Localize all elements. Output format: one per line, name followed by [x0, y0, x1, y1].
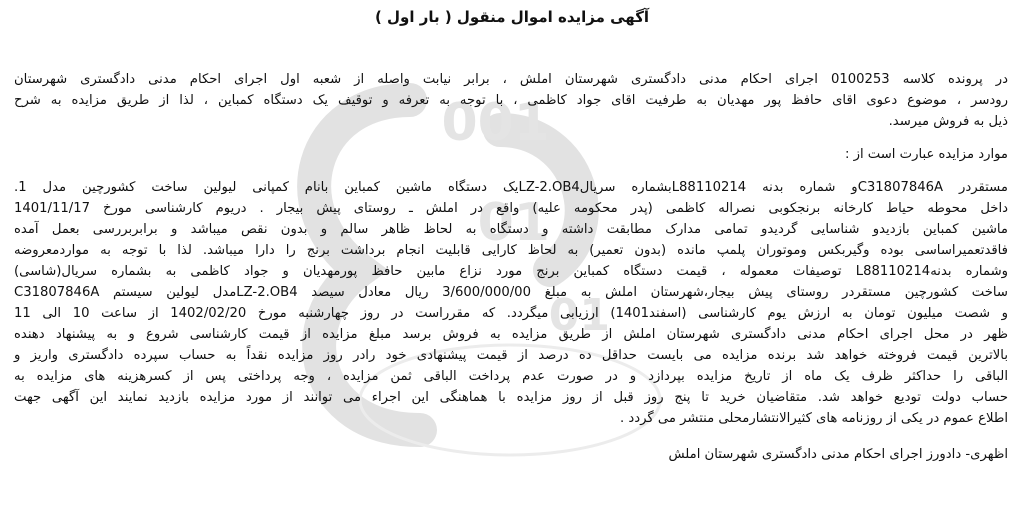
items-heading: موارد مزایده عبارت است از :: [844, 147, 1008, 162]
body-line: فاقدتعمیراساسی بوده وگیربکس وموتوران پلمپ مانده (بدون تعمیر) به لحاظ کارایی قابلیت انجام برداشت برنج را دارا میباشد. لذا با توجه به مواردمعروضه: [14, 243, 1008, 258]
body-line: ظهر در محل اجرای احکام مدنی دادگستری شهرستان املش از طریق مزایده به فروش برسد مبلغ مزایده از قیمت کارشناسی شروع و به پیشنهاد دهنده: [14, 327, 1008, 342]
body-line: وشماره بدنهL88110214 توصیفات معموله ، قیمت دستگاه کمباین برنج مورد نزاع مابین حافظ پورمهدیان و جواد کاظمی به بشماره سریال(شاسی): [14, 264, 1008, 279]
body-line: اطلاع عموم در یکی از روزنامه های کثیرالانتشارمحلی منتشر می گردد .: [620, 411, 1008, 426]
body-line: و شصت میلیون تومان به ارزش یوم کارشناسی (اسفند1401) ارزیابی میگردد. که مقرراست در روز چهارشنبه مورخ 1402/02/20 از ساعت 10 الی 11: [14, 306, 1009, 321]
svg-text:01: 01: [477, 193, 550, 253]
svg-text:001: 001: [441, 93, 550, 153]
body-line: ماشین کمباین بازدیدو شناسایی گردیدو تمامی مدارک مطابقت داشته و دستگاه به لحاظ ظاهر سالم و بدون نقص میباشد و برابربررسی بعمل آمده: [14, 222, 1008, 237]
body-line: داخل محوطه حیاط کارخانه برنجکوبی نصراله کاظمی (پدر محکومه علیه) واقع در املش ـ روستای پیش بیجار . دریوم کارشناسی مورخ 1401/11/17: [14, 201, 1008, 216]
body-line: بالاترین قیمت فروخته خواهد شد برنده مزایده می بایست حداقل ده درصد از قیمت پیشنهادی خود رادر روز مزایده نقداً به حساب سپرده دادگستری واریز و: [14, 348, 1008, 363]
body-line: ساخت کشورچین مستقردر روستای پیش بیجار،شهرستان املش به مبلغ 3/600/000/00 ریال معادل سیصد LZ-2.OB4مدل لیولین سیستم C31807846A: [14, 285, 1008, 300]
body-line: مستقردر C31807846Aو شماره بدنه L88110214بشماره سریالLZ-2.OB4یک دستگاه ماشین کمباین بانام کمپانی لیولین ساخت کشورچین مدل 1.: [14, 180, 1008, 195]
notice-title: آگهی مزایده اموال منقول ( بار اول ): [374, 8, 650, 26]
body-line: الباقی را حداکثر ظرف یک ماه از تاریخ مزایده بپردازد و در صورت عدم پرداخت الباقی ثمن مزایده ، وجه پرداختی پس از کسرهزینه های مزایده به: [14, 369, 1008, 384]
intro-line: ذیل به فروش میرسد.: [888, 114, 1008, 129]
signature-line: اظهری- دادورز اجرای احکام مدنی دادگستری شهرستان املش: [668, 447, 1008, 462]
svg-text:01: 01: [548, 290, 610, 341]
body-line: حساب دولت تودیع خواهد شد. متقاضیان خرید تا پنج روز قبل از روز مزایده با هماهنگی این اجراء می توانند از مورد مزایده بازدید نمایند این آگهی جهت: [14, 390, 1008, 405]
intro-line: در پرونده کلاسه 0100253 اجرای احکام مدنی دادگستری شهرستان املش ، برابر نیابت واصله از شعبه اول اجرای احکام مدنی دادگستری شهرستان: [14, 72, 1008, 87]
intro-line: رودسر ، موضوع دعوی اقای حافظ پور مهدیان به طرفیت اقای جواد کاظمی ، با توجه به تعرفه و توقیف یک دستگاه کمباین ، لذا از طریق مزایده به شرح: [14, 93, 1008, 108]
